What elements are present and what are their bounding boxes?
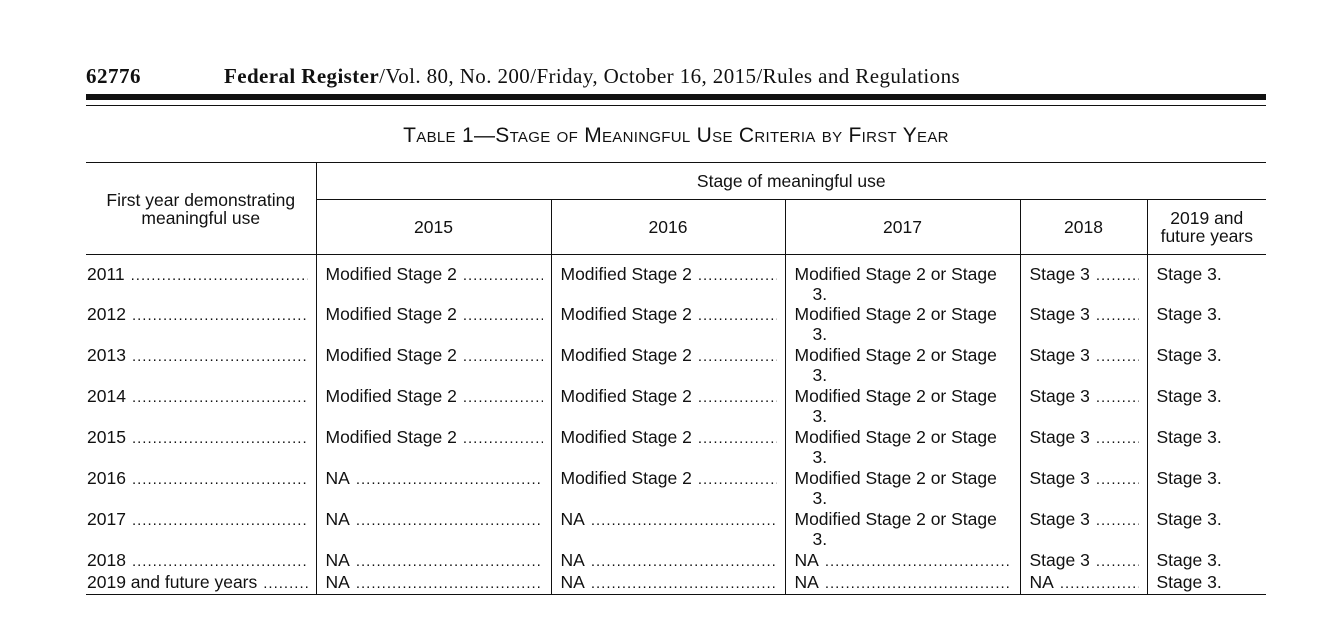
table-cell — [316, 572, 551, 595]
table-cell — [551, 572, 785, 595]
table-row — [86, 304, 1266, 345]
row-year — [86, 572, 316, 595]
row-year — [86, 255, 316, 305]
publication-name: Federal Register — [224, 64, 380, 88]
table-cell — [785, 509, 1020, 550]
table-row — [86, 255, 1266, 305]
page-number: 62776 — [86, 64, 141, 88]
table-cell — [785, 468, 1020, 509]
table-cell — [785, 255, 1020, 305]
cell-text: NA — [560, 572, 585, 592]
column-header: 2019 and future years — [1147, 200, 1266, 255]
table-cell — [551, 468, 785, 509]
table-cell — [1020, 550, 1147, 572]
cell-text: Stage 3 — [1029, 345, 1090, 365]
table-title: Table 1—Stage of Meaningful Use Criteria by First Year — [403, 124, 949, 147]
table-cell — [551, 509, 785, 550]
cell-text: Stage 3. — [1156, 509, 1222, 529]
table-cell — [785, 550, 1020, 572]
table-cell — [316, 255, 551, 305]
cell-text: Stage 3. — [1156, 427, 1222, 447]
column-header: 2017 — [785, 200, 1020, 255]
table-cell — [316, 304, 551, 345]
column-header: 2016 — [551, 200, 785, 255]
table-cell — [551, 255, 785, 305]
row-year — [86, 304, 316, 345]
cell-text: Stage 3 — [1029, 386, 1090, 406]
table-cell — [316, 345, 551, 386]
cell-text: Stage 3. — [1156, 386, 1222, 406]
cell-text: Modified Stage 2 — [325, 264, 457, 284]
table-cell — [785, 572, 1020, 595]
row-year — [86, 468, 316, 509]
column-header: 2015 — [316, 200, 551, 255]
table-cell — [1147, 345, 1266, 386]
page-header — [86, 62, 1266, 94]
header-rule-thin — [86, 105, 1266, 106]
table-cell — [1020, 468, 1147, 509]
table-cell — [316, 427, 551, 468]
row-year — [86, 550, 316, 572]
table-cell — [1147, 572, 1266, 595]
cell-text: Stage 3. — [1156, 550, 1222, 570]
table-cell — [1147, 509, 1266, 550]
table-cell — [316, 509, 551, 550]
table-cell — [551, 304, 785, 345]
table-cell — [1020, 255, 1147, 305]
table-cell — [1147, 255, 1266, 305]
cell-text: NA — [325, 550, 350, 570]
table-cell — [1147, 550, 1266, 572]
cell-text: Modified Stage 2 — [560, 345, 692, 365]
header-rule-thick — [86, 94, 1266, 100]
cell-text: Modified Stage 2 — [560, 264, 692, 284]
table-row — [86, 509, 1266, 550]
cell-text: NA — [1029, 572, 1054, 592]
row-year — [86, 345, 316, 386]
cell-text: Modified Stage 2 or Stage 3. — [794, 386, 997, 426]
table-cell — [551, 386, 785, 427]
row-year-label: 2018 — [87, 550, 126, 570]
table-cell — [785, 304, 1020, 345]
row-year-label: 2013 — [87, 345, 126, 365]
table-row — [86, 550, 1266, 572]
row-year-label: 2012 — [87, 304, 126, 324]
cell-text: NA — [325, 572, 350, 592]
table-header-row — [86, 163, 1266, 200]
cell-text: NA — [325, 468, 350, 488]
table-cell — [1020, 345, 1147, 386]
table-cell — [1147, 468, 1266, 509]
cell-text: Modified Stage 2 — [560, 427, 692, 447]
table-cell — [785, 427, 1020, 468]
cell-text: Modified Stage 2 or Stage 3. — [794, 509, 997, 549]
cell-text: Modified Stage 2 — [325, 304, 457, 324]
cell-text: Stage 3. — [1156, 304, 1222, 324]
cell-text: Modified Stage 2 or Stage 3. — [794, 345, 997, 385]
cell-text: NA — [325, 509, 350, 529]
table-cell — [1020, 509, 1147, 550]
table-cell — [785, 386, 1020, 427]
row-year-label: 2016 — [87, 468, 126, 488]
row-year-label: 2019 and future years — [87, 572, 258, 592]
cell-text: Modified Stage 2 or Stage 3. — [794, 304, 997, 344]
cell-text: Stage 3 — [1029, 509, 1090, 529]
cell-text: Modified Stage 2 — [325, 427, 457, 447]
table-cell — [316, 386, 551, 427]
cell-text: Stage 3 — [1029, 550, 1090, 570]
table-row — [86, 386, 1266, 427]
table-cell — [1147, 304, 1266, 345]
stub-header: First year demonstrating meaningful use — [86, 163, 316, 255]
table-cell — [785, 345, 1020, 386]
cell-text: Stage 3. — [1156, 345, 1222, 365]
cell-text: Stage 3 — [1029, 468, 1090, 488]
cell-text: NA — [560, 509, 585, 529]
cell-text: Stage 3 — [1029, 304, 1090, 324]
row-year — [86, 386, 316, 427]
row-year-label: 2015 — [87, 427, 126, 447]
cell-text: Modified Stage 2 — [325, 386, 457, 406]
table-cell — [1147, 386, 1266, 427]
cell-text: Stage 3. — [1156, 264, 1222, 284]
table-row — [86, 468, 1266, 509]
table-cell — [316, 468, 551, 509]
cell-text: Stage 3. — [1156, 572, 1222, 592]
cell-text: Modified Stage 2 — [325, 345, 457, 365]
row-year — [86, 427, 316, 468]
cell-text: NA — [560, 550, 585, 570]
cell-text: Stage 3 — [1029, 427, 1090, 447]
table-cell — [551, 345, 785, 386]
cell-text: Modified Stage 2 or Stage 3. — [794, 468, 997, 508]
issue-info: Vol. 80, No. 200 — [385, 64, 531, 88]
table-row — [86, 572, 1266, 595]
column-header: 2018 — [1020, 200, 1147, 255]
table-cell — [1020, 304, 1147, 345]
section-name: Rules and Regulations — [762, 64, 961, 88]
cell-text: Stage 3 — [1029, 264, 1090, 284]
row-year — [86, 509, 316, 550]
cell-text: NA — [794, 572, 819, 592]
cell-text: Modified Stage 2 — [560, 468, 692, 488]
running-head: Federal Register/Vol. 80, No. 200/Friday, October 16, 2015/Rules and Regulations — [224, 64, 961, 88]
table-cell — [1020, 572, 1147, 595]
table-cell — [551, 550, 785, 572]
table-row — [86, 427, 1266, 468]
table-cell — [1147, 427, 1266, 468]
criteria-table — [86, 162, 1266, 595]
cell-text: NA — [794, 550, 819, 570]
cell-text: Modified Stage 2 or Stage 3. — [794, 264, 997, 304]
cell-text: Stage 3. — [1156, 468, 1222, 488]
row-year-label: 2014 — [87, 386, 126, 406]
table-cell — [1020, 386, 1147, 427]
row-year-label: 2017 — [87, 509, 126, 529]
table-cell — [1020, 427, 1147, 468]
row-year-label: 2011 — [87, 264, 125, 284]
table-row — [86, 345, 1266, 386]
issue-date: Friday, October 16, 2015 — [536, 64, 757, 88]
table-cell — [551, 427, 785, 468]
table-cell — [316, 550, 551, 572]
spanner-header: Stage of meaningful use — [316, 163, 1266, 200]
cell-text: Modified Stage 2 — [560, 386, 692, 406]
cell-text: Modified Stage 2 or Stage 3. — [794, 427, 997, 467]
cell-text: Modified Stage 2 — [560, 304, 692, 324]
